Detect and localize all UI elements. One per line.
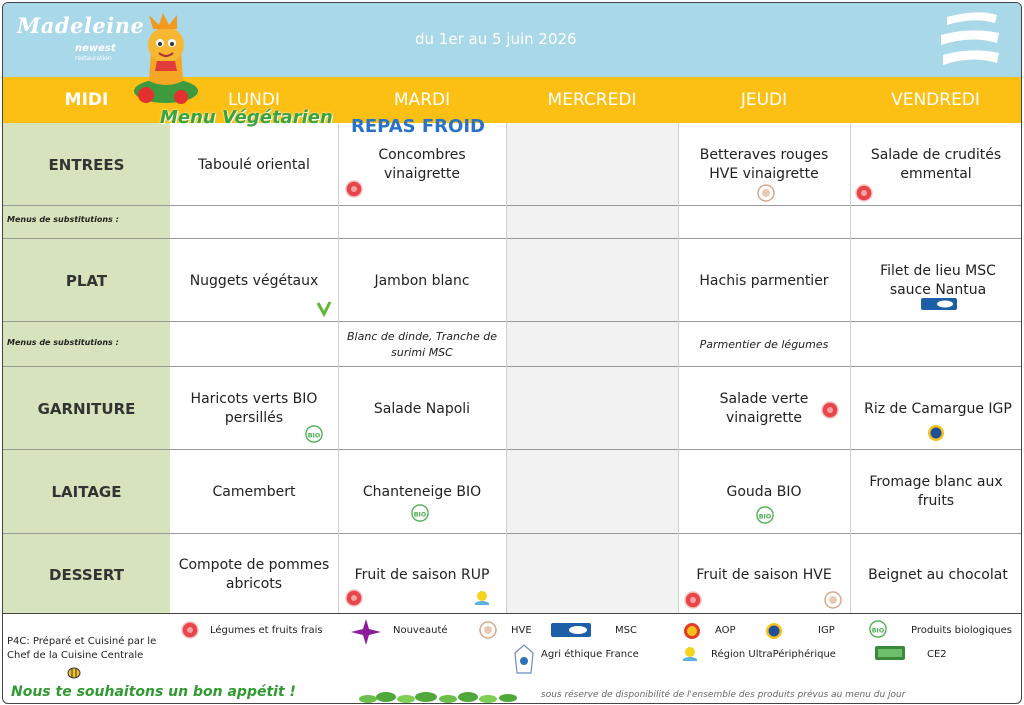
svg-text:BIO: BIO (871, 627, 885, 635)
row-divider (3, 366, 1021, 367)
svg-text:BIO: BIO (758, 513, 772, 521)
laitage-vendredi: Fromage blanc aux fruits (869, 474, 1003, 509)
svg-text:BIO: BIO (413, 511, 427, 519)
day-jeudi: JEUDI (740, 90, 788, 110)
igp-icon (927, 424, 945, 442)
column-divider (850, 123, 851, 613)
chef-bee-icon (65, 663, 83, 681)
plat-lundi: Nuggets végétaux (189, 273, 319, 289)
menu-sheet (2, 2, 1022, 704)
svg-text:BIO: BIO (307, 432, 321, 440)
row-label-garniture: GARNITURE (37, 400, 136, 418)
plat-mardi: Jambon blanc (374, 273, 470, 289)
hve-icon (824, 591, 842, 609)
wednesday-column (506, 123, 678, 613)
fresh-produce-icon (855, 184, 873, 202)
entree-jeudi: Betteraves rouges HVE vinaigrette (699, 147, 829, 182)
row-label-column (3, 123, 170, 613)
dessert-jeudi: Fruit de saison HVE (696, 567, 832, 583)
table-bottom (3, 613, 1021, 614)
entree-vendredi: Salade de crudités emmental (870, 147, 1002, 182)
column-divider (506, 123, 507, 613)
row-divider (3, 238, 1021, 239)
legend-hve: HVE (511, 625, 532, 636)
legend-aop: AOP (715, 625, 736, 636)
wave-logo-icon (937, 7, 1003, 75)
ce2-icon (875, 646, 905, 660)
legend-bio: Produits biologiques (911, 625, 1012, 636)
leaves-decoration-icon (358, 690, 518, 704)
dessert-lundi: Compote de pommes abricots (178, 557, 330, 592)
fresh-produce-icon (345, 589, 363, 607)
rup-icon (473, 589, 491, 607)
plat-sub-jeudi: Parmentier de légumes (699, 338, 829, 351)
igp-icon (765, 622, 783, 640)
garniture-jeudi: Salade verte vinaigrette (719, 391, 809, 426)
cold-meal-banner: REPAS FROID (351, 116, 485, 137)
legend-new: Nouveauté (393, 625, 448, 636)
entree-mardi: Concombres vinaigrette (378, 147, 466, 182)
row-divider (3, 533, 1021, 534)
bon-appetit-message: Nous te souhaitons un bon appétit ! (11, 684, 296, 700)
garniture-vendredi: Riz de Camargue IGP (864, 401, 1012, 417)
laitage-mardi: Chanteneige BIO (362, 484, 482, 500)
agri-ethique-icon (513, 643, 535, 677)
row-label-entrees: ENTREES (48, 156, 125, 174)
legend-p4c: P4C: Préparé et Cuisiné par le Chef de la Cuisine Centrale (7, 636, 157, 661)
plat-vendredi: Filet de lieu MSC sauce Nantua (880, 263, 996, 298)
legend-fresh: Légumes et fruits frais (210, 625, 323, 636)
column-divider (338, 123, 339, 613)
brand-sub2: restauration (75, 55, 112, 62)
availability-disclaimer: sous réserve de disponibilité de l'ensemble des produits prévus au menu du jour (541, 690, 906, 700)
plat-sub-mardi: Blanc de dinde, Tranche de surimi MSC (347, 330, 497, 359)
fresh-produce-icon (684, 591, 702, 609)
vegetarian-v-icon (315, 299, 333, 317)
msc-label-icon (551, 623, 591, 637)
rup-icon (681, 645, 699, 663)
mascot-icon (121, 11, 211, 107)
entree-lundi: Taboulé oriental (198, 157, 310, 173)
aop-icon (683, 622, 701, 640)
legend-rup: Région UltraPériphérique (711, 649, 836, 660)
legend-igp: IGP (818, 625, 835, 636)
row-divider (3, 449, 1021, 450)
msc-label-icon (921, 298, 957, 310)
bio-icon (411, 504, 429, 522)
garniture-mardi: Salade Napoli (373, 401, 471, 417)
legend-msc: MSC (615, 625, 637, 636)
brand-name: Madeleine (17, 13, 145, 38)
substitution-label: Menus de substitutions : (7, 215, 119, 224)
day-mardi: MARDI (393, 90, 451, 110)
row-label-dessert: DESSERT (49, 566, 124, 584)
day-mercredi: MERCREDI (547, 90, 637, 110)
hve-icon (757, 184, 775, 202)
day-midi: MIDI (64, 90, 109, 110)
row-label-plat: PLAT (65, 272, 108, 290)
brand-sub: newest (75, 43, 116, 54)
column-divider (678, 123, 679, 613)
new-star-icon (351, 619, 381, 645)
hve-icon (479, 621, 497, 639)
legend-agri: Agri éthique France (541, 649, 639, 660)
garniture-lundi: Haricots verts BIO persillés (190, 391, 318, 426)
vegetarian-banner: Menu Végétarien (160, 107, 333, 128)
day-vendredi: VENDREDI (891, 90, 980, 110)
plat-jeudi: Hachis parmentier (699, 273, 829, 289)
laitage-lundi: Camembert (212, 484, 296, 500)
bio-icon (756, 506, 774, 524)
row-divider (3, 205, 1021, 206)
fresh-produce-icon (181, 621, 199, 639)
day-lundi: LUNDI (228, 90, 280, 110)
date-range: du 1er au 5 juin 2026 (415, 30, 577, 48)
row-divider (3, 321, 1021, 322)
bio-icon (869, 620, 887, 638)
row-label-laitage: LAITAGE (51, 483, 122, 501)
legend-ce2: CE2 (927, 649, 947, 660)
substitution-label: Menus de substitutions : (7, 338, 119, 347)
fresh-produce-icon (821, 401, 839, 419)
fresh-produce-icon (345, 180, 363, 198)
dessert-mardi: Fruit de saison RUP (354, 567, 490, 583)
bio-icon (305, 425, 323, 443)
laitage-jeudi: Gouda BIO (726, 484, 802, 500)
dessert-vendredi: Beignet au chocolat (868, 567, 1008, 583)
